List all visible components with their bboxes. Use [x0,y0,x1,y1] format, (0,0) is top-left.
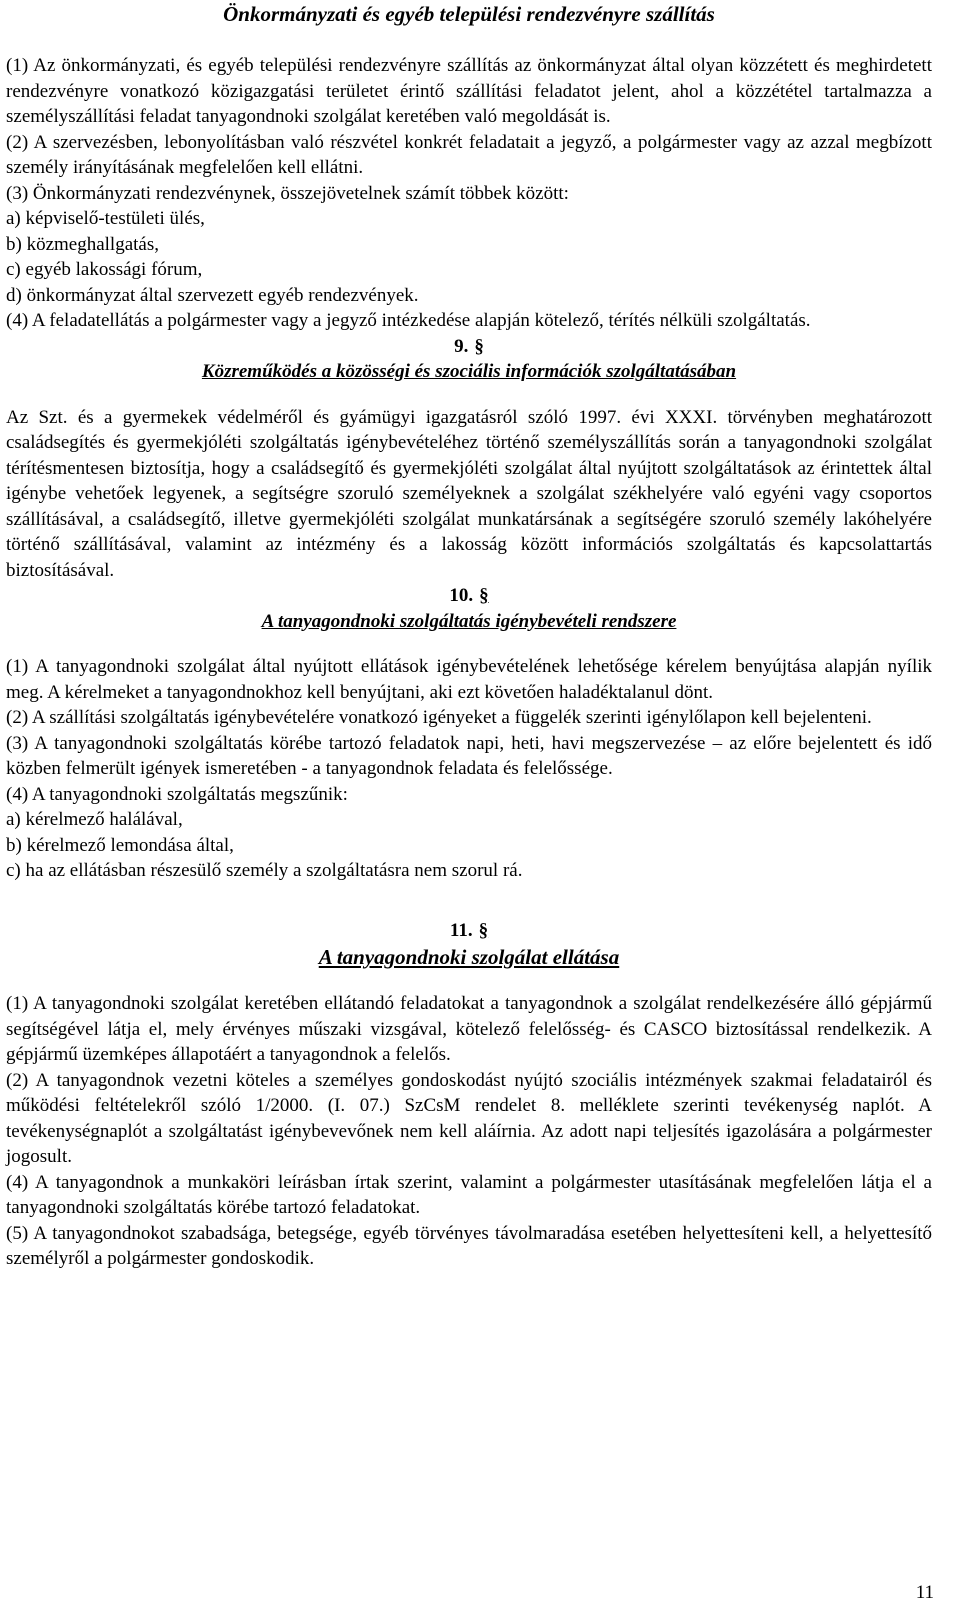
intro-list-item-b: b) közmeghallgatás, [6,233,160,255]
section-10-heading: A tanyagondnoki szolgáltatás igénybevételi rendszere [261,610,677,632]
spacer [6,971,932,991]
intro-paragraph-2: (2) A szervezésben, lebonyolításban való részvétel konkrét feladatait a jegyző, a polgármester vagy az azzal megbízott személy irányításának megfelelően kell ellátni. [6,131,932,178]
spacer [6,884,932,918]
section-11-number [6,918,932,944]
section-10-number [6,583,932,609]
section-10-paragraph-1: (1) A tanyagondnoki szolgálat által nyújtott ellátások igénybevételének lehetősége kérelem benyújtása alapján nyílik meg. A kérelmeket a tanyagondnokhoz kell benyújtani, aki ezt követően haladéktalanul dönt. [6,656,932,703]
section-11-paragraph-4: (4) A tanyagondnok a munkaköri leírásban írtak szerint, valamint a polgármester utasításának megfelelően látja el a tanyagondnoki szolgáltatás körébe tartozó feladatokat. [6,1171,932,1218]
intro-paragraph-3: (3) Önkormányzati rendezvénynek, összejövetelnek számít többek között: [6,182,569,204]
intro-list-item-c: c) egyéb lakossági fórum, [6,259,203,280]
section-11-paragraph-2: (2) A tanyagondnok vezetni köteles a személyes gondoskodást nyújtó szociális intézmények szakmai feladatairól és működési feltételekről szóló 1/2000. (I. 07.) SzCsM rendelet 8. melléklete szerinti tevékenység naplót. A tevékenységnaplót a szolgáltatást igénybevevőnek nem kell aláírnia. Az adott napi teljesítés igazolására a polgármester jogosult. [6,1069,932,1167]
intro-list-item-d: d) önkormányzat által szervezett egyéb rendezvények. [6,284,419,306]
spacer [6,634,932,654]
intro-list-item-a: a) képviselő-testületi ülés, [6,208,205,229]
section-mark: § [474,335,484,357]
section-10-paragraph-3: (3) A tanyagondnoki szolgáltatás körébe tartozó feladatok napi, heti, havi megszervezése – az előre bejelentett és idő közben felmerült igények ismeretében - a tanyagondnok feladata és felelőssége. [6,732,932,779]
section-11-heading: A tanyagondnoki szolgálat ellátása [318,945,620,969]
page-number: 11 [915,1582,934,1603]
section-10-list-item-b: b) kérelmező lemondása által, [6,834,234,856]
section-mark: § [479,585,489,606]
section-number: 11. [449,919,473,941]
intro-paragraph-1: (1) Az önkormányzati, és egyéb települési rendezvényre szállítás az önkormányzat által olyan közzétett és meghirdetett rendezvényre vonatkozó közigazgatási területet érintő szállítási feladatot jelent, ahol a közzététel tartalmazza a személyszállítási feladat tanyagondnoki szolgálat keretében való megoldását is. [6,55,932,127]
spacer [6,385,932,405]
section-9-heading: Közreműködés a közösségi és szociális információk szolgáltatásában [201,361,737,382]
section-number: 10. [449,585,474,606]
section-9-paragraph-1: Az Szt. és a gyermekek védelméről és gyámügyi igazgatásról szóló 1997. évi XXXI. törvényben meghatározott családsegítés és gyermekjóléti szolgáltatás igénybevételéhez történő személyszállítás során a tanyagondnoki szolgálat térítésmentesen biztosítja, hogy a családsegítő és gyermekjóléti szolgálat által nyújtott szolgáltatások az érintettek által igénybe vehetőek legyenek, a segítségre szoruló személyeknek a szolgálat székhelyére való egyéni vagy csoportos szállításával, a családsegítő, illetve gyermekjóléti szolgálat munkatársának a segítségére szoruló személy lakóhelyére történő szállításával, valamint az intézmény és a lakosság között információs szolgáltatás és kapcsolattartás biztosításával. [6,406,932,581]
section-11-paragraph-5: (5) A tanyagondnokot szabadsága, betegsége, egyéb törvényes távolmaradása esetében helyettesíteni kell, a helyettesítő személyről a polgármester gondoskodik. [6,1222,932,1269]
spacer [6,28,932,53]
section-11-paragraph-1: (1) A tanyagondnoki szolgálat keretében ellátandó feladatokat a tanyagondnok a szolgálat rendelkezésére álló gépjármű segítségével látja el, mely érvényes műszaki vizsgával, kötelező felelősség- és CASCO biztosítással rendelkezik. A gépjármű üzemképes állapotáért a tanyagondnok a felelős. [6,993,932,1065]
document-title: Önkormányzati és egyéb települési rendezvényre szállítás [223,2,715,26]
section-10-list-item-a: a) kérelmező halálával, [6,809,183,830]
section-9-number [6,334,932,360]
section-10-list-item-c: c) ha az ellátásban részesülő személy a szolgáltatásra nem szorul rá. [6,860,523,881]
intro-paragraph-4: (4) A feladatellátás a polgármester vagy a jegyző intézkedése alapján kötelező, térítés nélküli szolgáltatás. [6,310,811,331]
section-10-paragraph-4: (4) A tanyagondnoki szolgáltatás megszűnik: [6,783,348,805]
section-number: 9. [454,335,469,357]
section-mark: § [478,919,489,941]
section-10-paragraph-2: (2) A szállítási szolgáltatás igénybevételére vonatkozó igényeket a függelék szerinti igénylőlapon kell bejelenteni. [6,707,872,728]
